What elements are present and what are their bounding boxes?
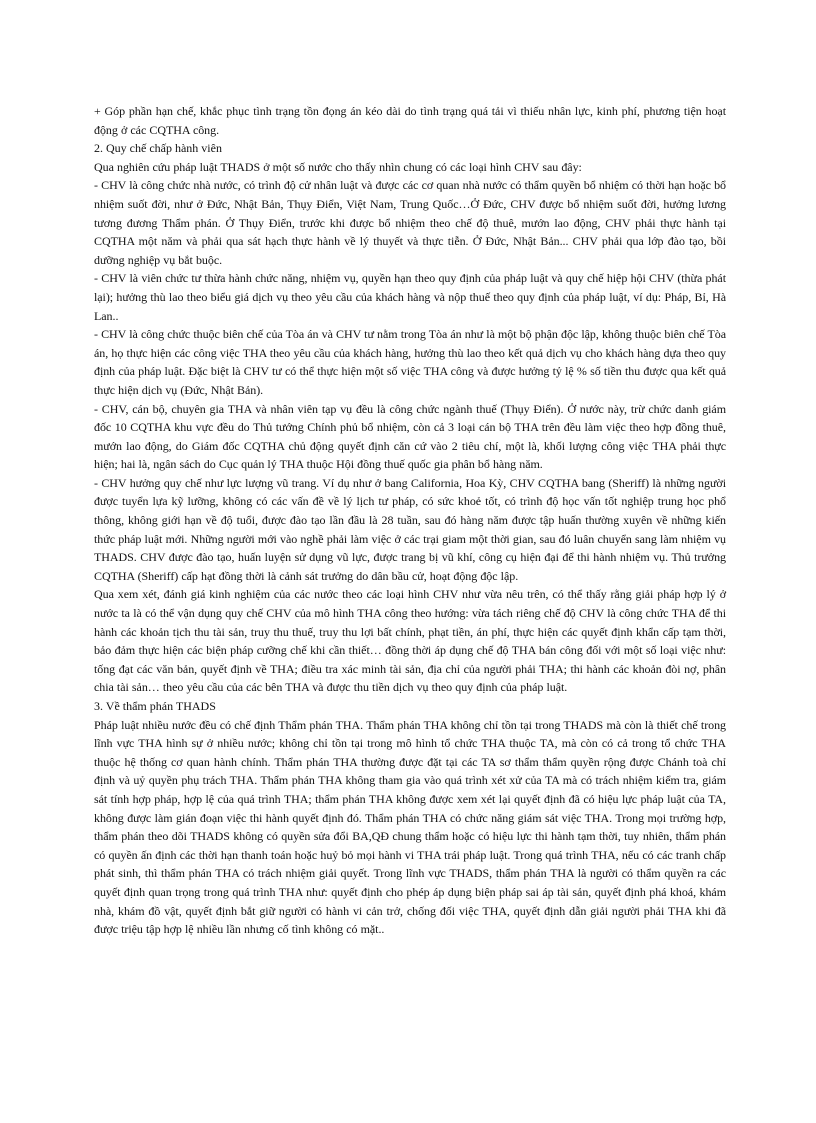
paragraph-chv-armed-forces: - CHV hưởng quy chế như lực lượng vũ trang. Ví dụ như ở bang California, Hoa Kỳ, CHV CQTHA bang (Sheriff) là những người được tuyển lựa kỹ lưỡng, không có các vấn đề về lý lịch tư pháp, có sức khoẻ tốt, có trình độ học vấn tốt nghiệp trung học phổ thông, không giới hạn về độ tuổi, được đào tạo lần đầu là 28 tuần, sau đó hàng năm được tập huấn thường xuyên về những kiến thức pháp luật mới. Những người mới vào nghề phải làm việc ở các trại giam một thời gian, sau đó luân chuyển sang làm nhiệm vụ THADS. CHV được đào tạo, huấn luyện sử dụng vũ lực, được trang bị vũ khí, công cụ hiện đại để thi hành nhiệm vụ. Thủ trưởng CQTHA (Sheriff) cấp hạt đồng thời là cảnh sát trưởng do dân bầu cử, hoạt động độc lập. [94,475,726,583]
paragraph-chv-civil-servant: - CHV là công chức nhà nước, có trình độ cử nhân luật và được các cơ quan nhà nước có thẩm quyền bổ nhiệm có thời hạn hoặc bổ nhiệm suốt đời, như ở Đức, Nhật Bản, Thụy Điển, Việt Nam, Trung Quốc…Ở Đức, CHV được bổ nhiệm suốt đời, hưởng lương tương đương Thẩm phán. Ở Thụy Điển, trước khi được bổ nhiệm theo chế độ thuê, mướn lao động, CHV phải thực hành tại CQTHA một năm và phải qua sát hạch thực hành về lý thuyết và thực tiễn. Ở Đức, Nhật Bản... CHV phải qua lớp đào tạo, bồi dưỡng nghiệp vụ bắt buộc. [94,178,726,267]
paragraph-backlog-intro: + Góp phần hạn chế, khắc phục tình trạng tồn đọng án kéo dài do tình trạng quá tải vì thiếu nhân lực, kinh phí, phương tiện hoạt động ở các CQTHA công. [94,104,726,137]
section-heading-bailiff-rules: 2. Quy chế chấp hành viên [94,141,222,156]
paragraph-chv-court-staff: - CHV là công chức thuộc biên chế của Tòa án và CHV tư nằm trong Tòa án như là một bộ phận độc lập, không thuộc biên chế Tòa án, họ thực hiện các công việc THA theo yêu cầu của khách hàng, hưởng thù lao theo kết quả dịch vụ cho khách hàng dựa theo quy định của pháp luật. Đặc biệt là CHV tư có thể thực hiện một số việc THA công và được hưởng tỷ lệ % số tiền thu được qua kết quả thực hiện dịch vụ (Đức, Nhật Bản). [94,327,726,397]
document-page [94,102,726,939]
paragraph-research-intro: Qua nghiên cứu pháp luật THADS ở một số nước cho thấy nhìn chung có các loại hình CHV sau đây: [94,159,582,174]
paragraph-enforcement-judge: Pháp luật nhiều nước đều có chế định Thẩm phán THA. Thẩm phán THA không chỉ tồn tại trong THADS mà còn là thiết chế trong lĩnh vực THA hình sự ở nhiều nước; không chỉ tồn tại trong mô hình tổ chức THA thuộc TA, mà còn có cả trong tổ chức THA thuộc hệ thống cơ quan hành chính. Thẩm phán THA thường được đặt tại các TA sơ thẩm thẩm quyền rộng được Chánh toà chỉ định và uỷ quyền phụ trách THA. Thẩm phán THA không tham gia vào quá trình xét xử của TA mà có trách nhiệm kiểm tra, giám sát tính hợp pháp, hợp lệ của quá trình THA; thẩm phán THA không được xem xét lại quyết định đã có hiệu lực pháp luật của TA, không được làm gián đoạn việc thi hành quyết định đó. Thẩm phán THA có chức năng giám sát việc THA. Trong mọi trường hợp, thẩm phán theo dõi THADS không có quyền sửa đổi BA,QĐ chung thẩm hoặc có hiệu lực thi hành tạm thời, tuy nhiên, thẩm phán có quyền ấn định các thời hạn thanh toán hoặc huỷ bỏ mọi hành vi THA trái pháp luật. Trong quá trình THA, nếu có các tranh chấp phát sinh, thì thẩm phán THA có trách nhiệm giải quyết. Trong lĩnh vực THADS, thẩm phán THA là người có thẩm quyền ra các quyết định quan trọng trong quá trình THA như: quyết định cho phép áp dụng biện pháp sai áp tài sản, quyết định phá khoá, khám nhà, khám đồ vật, quyết định bắt giữ người có hành vi cản trở, chống đối việc THA, quyết định dẫn giải người phải THA khi đã được triệu tập hợp lệ nhiều lần nhưng cố tình không có mặt.. [94,717,726,937]
section-heading-enforcement-judge: 3. Về thẩm phán THADS [94,699,216,713]
paragraph-chv-tax-service: - CHV, cán bộ, chuyên gia THA và nhân viên tạp vụ đều là công chức ngành thuế (Thụy Điển). Ở nước này, trừ chức danh giám đốc 10 CQTHA khu vực đều do Thủ tướng Chính phủ bổ nhiệm, còn cả 3 loại cán bộ THA trên đều làm việc theo hợp đồng thuê, mướn lao động, do Giám đốc CQTHA chủ động quyết định căn cứ vào 2 tiêu chí, một là, khối lượng công việc THA phải thực hiện; hai là, ngân sách do Cục quản lý THA thuộc Hội đồng thuế quốc gia phân bổ hàng năm. [94,401,726,472]
paragraph-recommendation: Qua xem xét, đánh giá kinh nghiệm của các nước theo các loại hình CHV như vừa nêu trên, có thể thấy rằng giải pháp hợp lý ở nước ta là có thể vận dụng quy chế CHV của mô hình THA công theo hướng: vừa tách riêng chế độ CHV là công chức THA để thi hành các khoản tịch thu tài sản, truy thu thuế, truy thu lợi bất chính, phạt tiền, án phí, thực hiện các quyết định khẩn cấp tạm thời, bảo đảm thực hiện các biện pháp cưỡng chế khi cần thiết… đồng thời áp dụng chế độ THA bán công đối với một số loại việc như: tống đạt các văn bản, quyết định về THA; điều tra xác minh tài sản, địa chỉ của người phải THA; thi hành các khoản đòi nợ, phân chia tài sản… theo yêu cầu của các bên THA và được thu tiền dịch vụ theo quy định của pháp luật. [94,587,726,695]
paragraph-chv-private-officer: - CHV là viên chức tư thừa hành chức năng, nhiệm vụ, quyền hạn theo quy định của pháp luật và quy chế hiệp hội CHV (thừa phát lại); hưởng thù lao theo biểu giá dịch vụ theo yêu cầu của khách hàng và nộp thuế theo quy định của pháp luật, ví dụ: Pháp, Bỉ, Hà Lan.. [94,271,726,323]
